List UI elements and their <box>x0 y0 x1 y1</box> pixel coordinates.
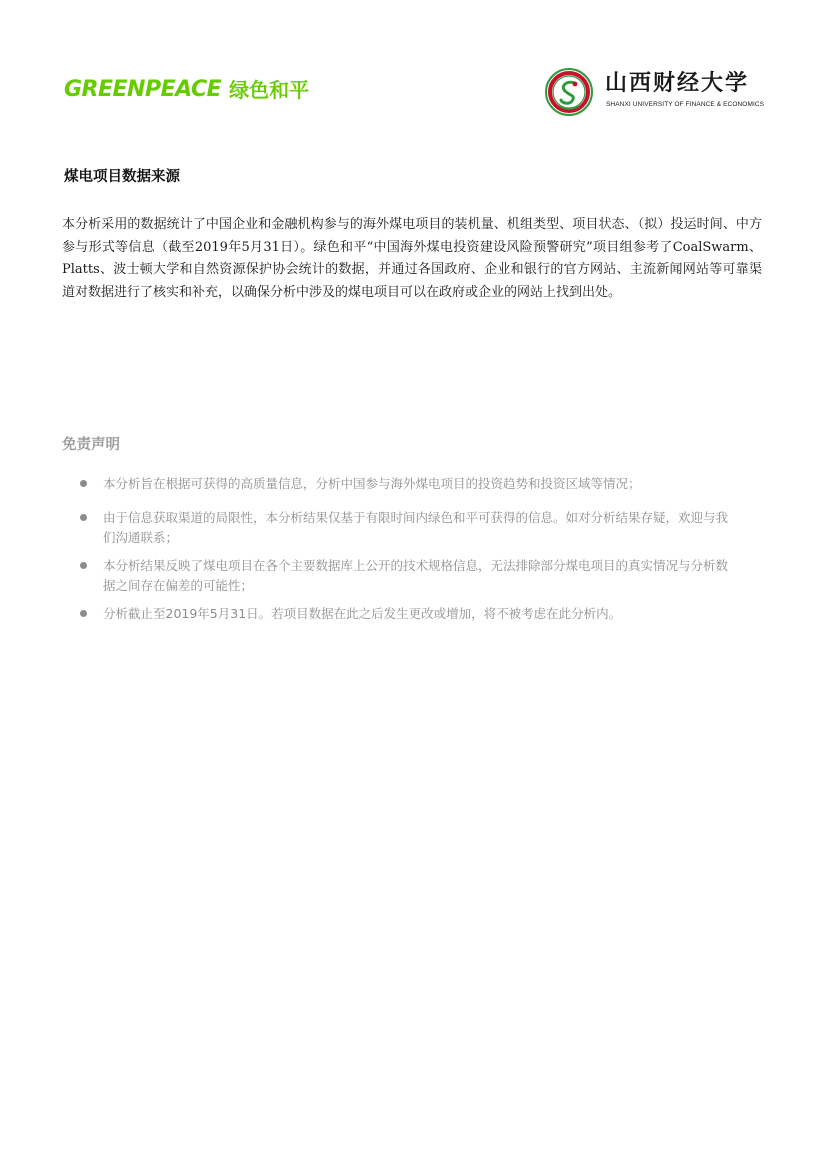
greenpeace-wordmark: GREENPEACE <box>64 77 222 102</box>
disclaimer-title: 免责声明 <box>62 437 120 453</box>
disclaimer-item <box>80 604 740 624</box>
university-logo <box>545 68 765 116</box>
disclaimer-item <box>80 474 740 494</box>
bullet-dot-icon <box>80 514 87 521</box>
disclaimer-item <box>80 556 740 596</box>
greenpeace-chinese-name: 绿色和平 <box>229 78 310 102</box>
disclaimer-item-text: 本分析旨在根据可获得的高质量信息，分析中国参与海外煤电项目的投资趋势和投资区域等情况； <box>103 476 641 491</box>
university-seal-icon <box>545 68 593 116</box>
greenpeace-logo <box>64 74 309 106</box>
bullet-dot-icon <box>80 562 87 569</box>
university-chinese-name: 山西财经大学 <box>605 70 750 96</box>
disclaimer-list <box>80 474 740 632</box>
section-title: 煤电项目数据来源 <box>64 169 180 185</box>
disclaimer-item-text: 本分析结果反映了煤电项目在各个主要数据库上公开的技术规格信息，无法排除部分煤电项目的真实情况与分析数据之间存在偏差的可能性； <box>103 558 729 593</box>
disclaimer-item <box>80 508 740 548</box>
university-english-name: SHANXI UNIVERSITY OF FINANCE & ECONOMICS <box>606 101 765 108</box>
page-header <box>0 0 827 130</box>
disclaimer-item-text: 分析截止至2019年5月31日。若项目数据在此之后发生更改或增加，将不被考虑在此分析内。 <box>103 606 622 621</box>
data-source-paragraph: 本分析采用的数据统计了中国企业和金融机构参与的海外煤电项目的装机量、机组类型、项目状态、（拟）投运时间、中方参与形式等信息（截至2019年5月31日）。绿色和平“中国海外煤电投资建设风险预警研究”项目组参考了CoalSwarm、Platts、波士顿大学和自然资源保护协会统计的数据，并通过各国政府、企业和银行的官方网站、主流新闻网站等可靠渠道对数据进行了核实和补充，以确保分析中涉及的煤电项目可以在政府或企业的网站上找到出处。 <box>62 217 762 300</box>
bullet-dot-icon <box>80 610 87 617</box>
bullet-dot-icon <box>80 480 87 487</box>
disclaimer-item-text: 由于信息获取渠道的局限性，本分析结果仅基于有限时间内绿色和平可获得的信息。如对分析结果存疑，欢迎与我们沟通联系； <box>103 510 729 545</box>
